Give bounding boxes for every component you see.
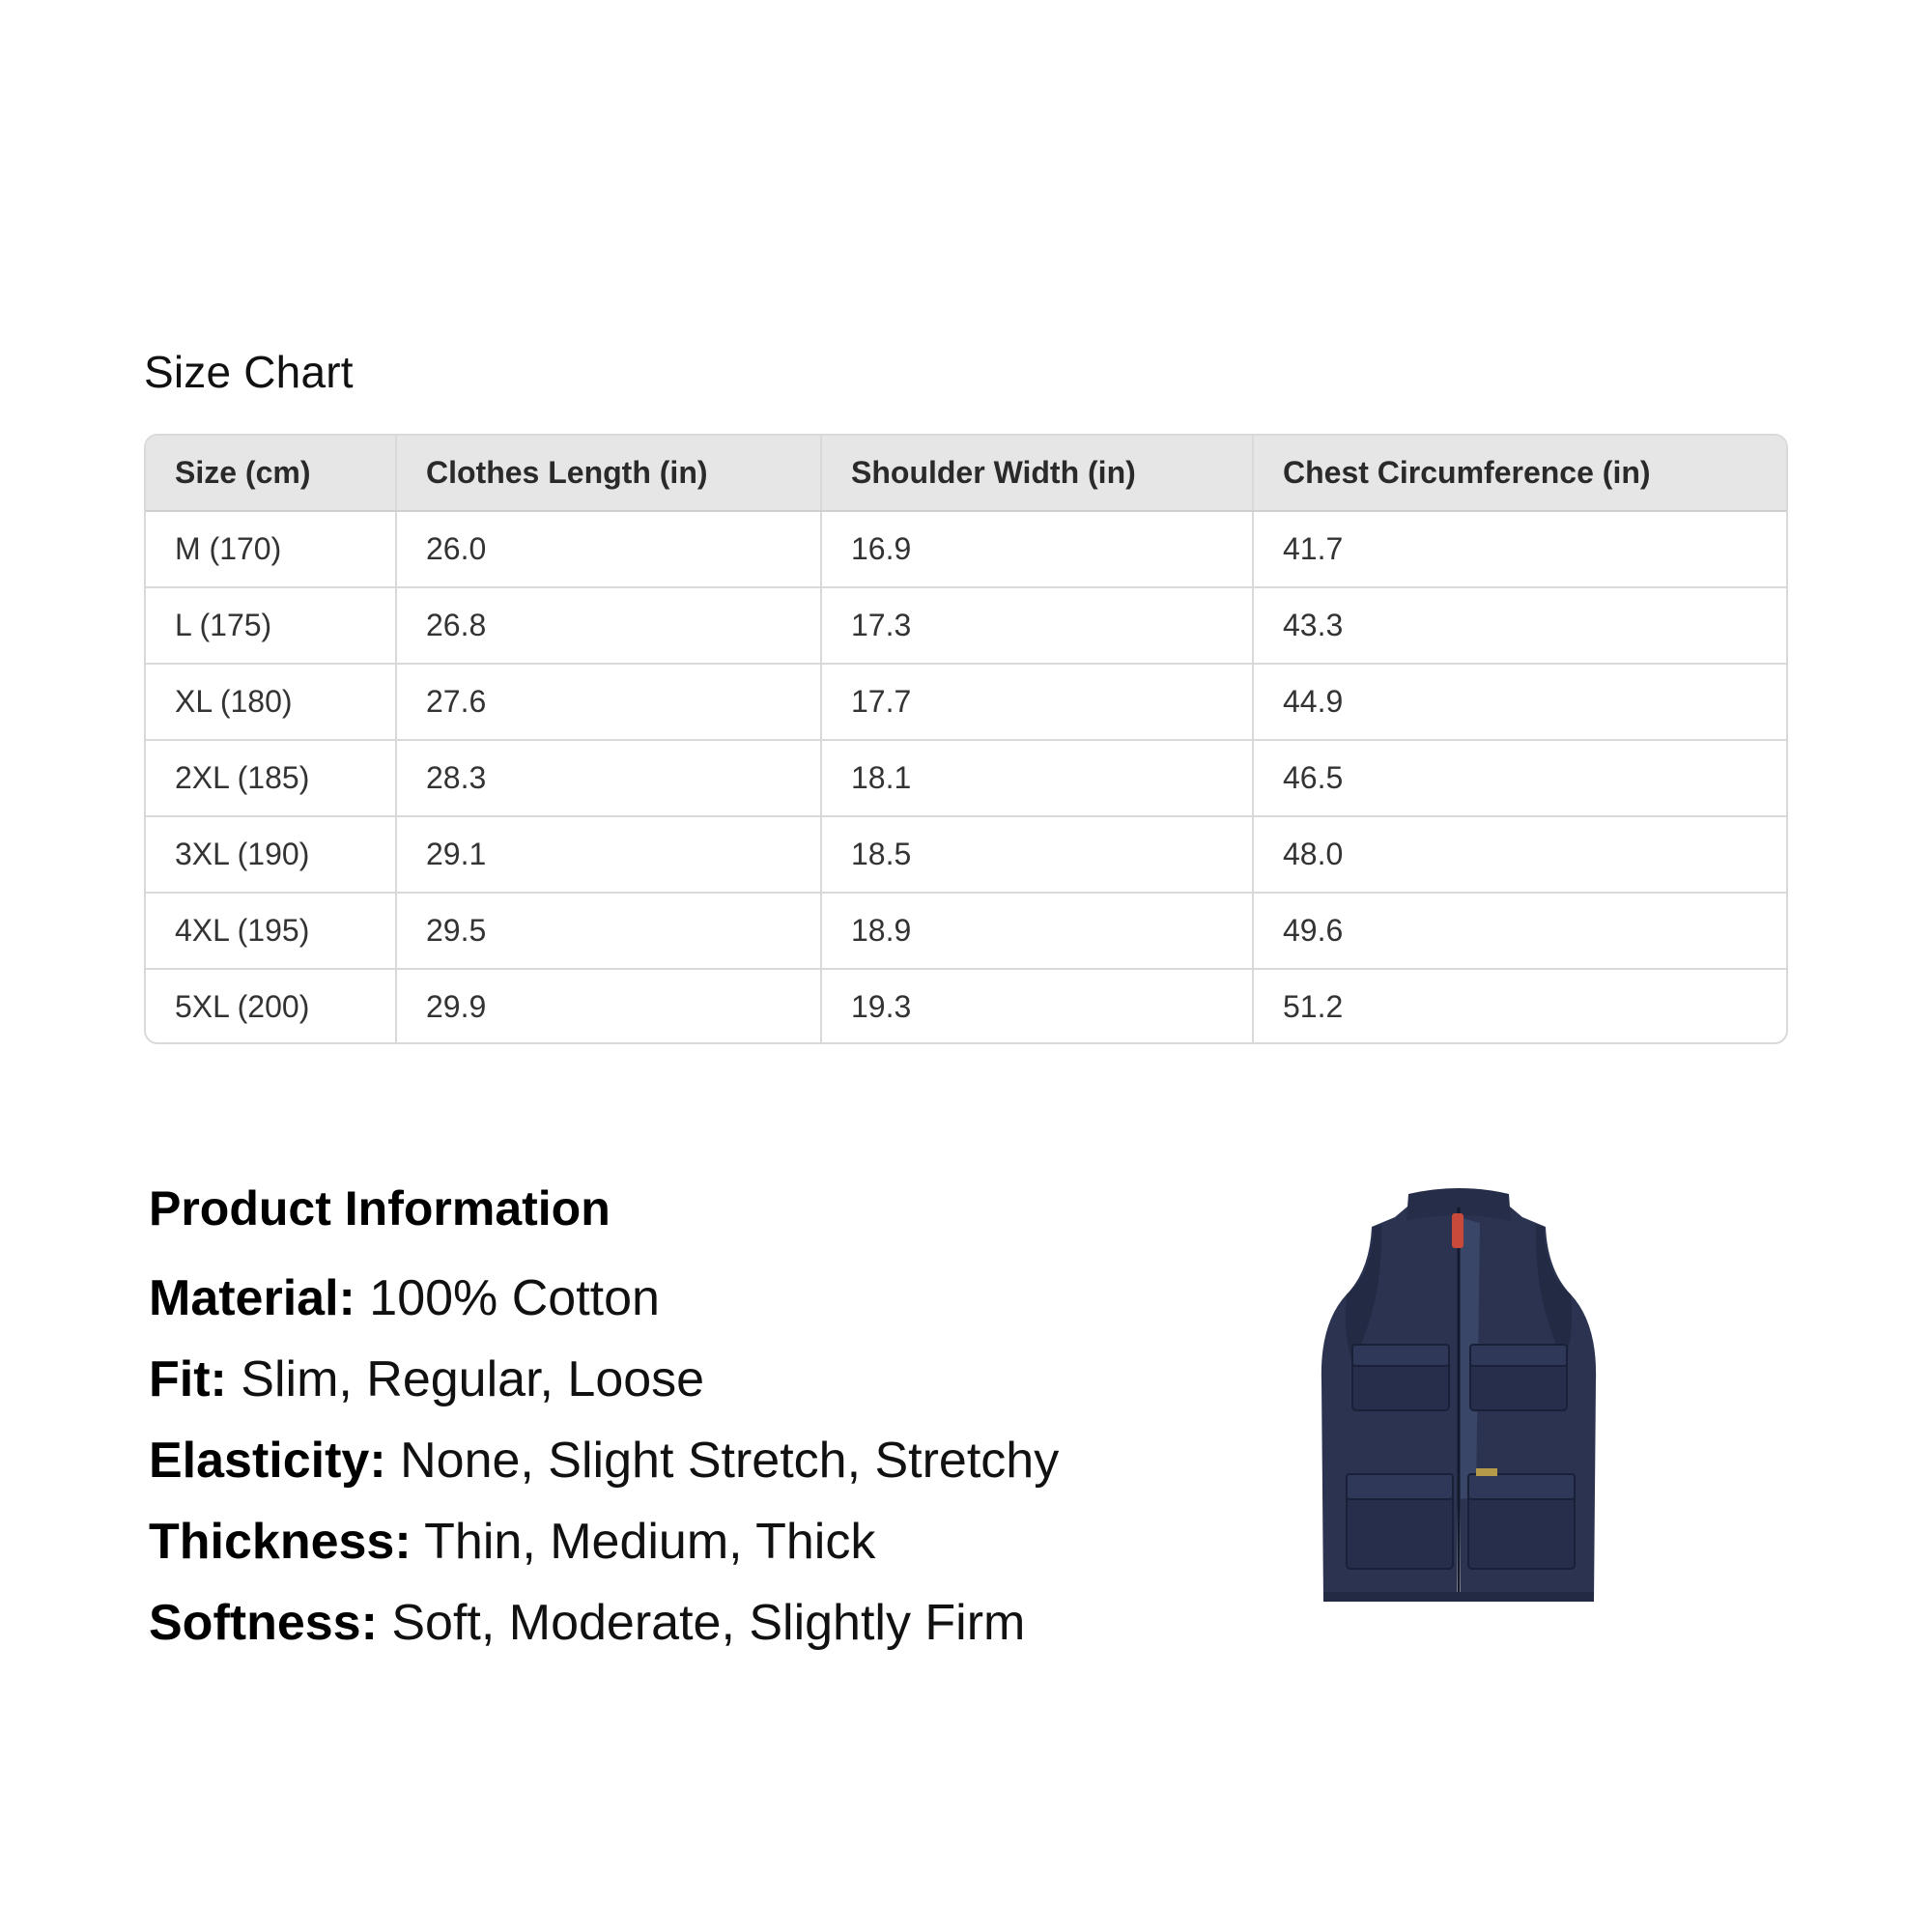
table-cell-chest-circumference: 43.3 (1253, 587, 1786, 664)
material-value: 100% Cotton (355, 1270, 660, 1326)
column-header-shoulder-width: Shoulder Width (in) (821, 436, 1253, 511)
table-cell-clothes-length: 29.1 (396, 816, 821, 893)
product-information-section (149, 1177, 1211, 1663)
table-row (146, 969, 1786, 1044)
column-header-size: Size (cm) (146, 436, 396, 511)
table-row (146, 511, 1786, 587)
table-cell-shoulder-width: 19.3 (821, 969, 1253, 1044)
thickness-value: Thin, Medium, Thick (411, 1514, 876, 1570)
table-cell-size: 5XL (200) (146, 969, 396, 1044)
table-cell-size: XL (180) (146, 664, 396, 740)
table-row (146, 664, 1786, 740)
table-cell-chest-circumference: 41.7 (1253, 511, 1786, 587)
elasticity-row (149, 1420, 1211, 1501)
table-cell-chest-circumference: 49.6 (1253, 893, 1786, 969)
column-header-clothes-length: Clothes Length (in) (396, 436, 821, 511)
table-cell-shoulder-width: 18.5 (821, 816, 1253, 893)
table-cell-clothes-length: 26.8 (396, 587, 821, 664)
material-label: Material: (149, 1270, 355, 1326)
table-cell-clothes-length: 28.3 (396, 740, 821, 816)
size-chart-title: Size Chart (144, 347, 354, 397)
table-row (146, 740, 1786, 816)
fit-label: Fit: (149, 1351, 227, 1407)
size-chart-table (146, 436, 1786, 1044)
table-cell-chest-circumference: 46.5 (1253, 740, 1786, 816)
table-header-row (146, 436, 1786, 511)
table-cell-size: 2XL (185) (146, 740, 396, 816)
table-cell-chest-circumference: 44.9 (1253, 664, 1786, 740)
table-cell-size: 4XL (195) (146, 893, 396, 969)
table-cell-shoulder-width: 17.3 (821, 587, 1253, 664)
table-row (146, 816, 1786, 893)
table-cell-shoulder-width: 16.9 (821, 511, 1253, 587)
table-row (146, 893, 1786, 969)
table-cell-shoulder-width: 18.1 (821, 740, 1253, 816)
softness-value: Soft, Moderate, Slightly Firm (377, 1595, 1026, 1651)
softness-row (149, 1582, 1211, 1663)
table-cell-clothes-length: 26.0 (396, 511, 821, 587)
vest-illustration (1314, 1188, 1604, 1604)
fit-value: Slim, Regular, Loose (226, 1351, 705, 1407)
thickness-label: Thickness: (149, 1514, 412, 1570)
column-header-chest-circumference: Chest Circumference (in) (1253, 436, 1786, 511)
softness-label: Softness: (149, 1595, 378, 1651)
table-cell-size: L (175) (146, 587, 396, 664)
table-cell-clothes-length: 29.9 (396, 969, 821, 1044)
table-cell-size: 3XL (190) (146, 816, 396, 893)
table-cell-clothes-length: 27.6 (396, 664, 821, 740)
table-cell-size: M (170) (146, 511, 396, 587)
material-row (149, 1258, 1211, 1339)
size-chart-table-container (144, 434, 1788, 1044)
elasticity-label: Elasticity: (149, 1433, 386, 1489)
elasticity-value: None, Slight Stretch, Stretchy (385, 1433, 1060, 1489)
vest-image (1314, 1188, 1604, 1604)
product-information-title: Product Information (149, 1181, 611, 1236)
table-row (146, 587, 1786, 664)
table-cell-clothes-length: 29.5 (396, 893, 821, 969)
fit-row (149, 1339, 1211, 1420)
thickness-row (149, 1501, 1211, 1582)
table-cell-chest-circumference: 48.0 (1253, 816, 1786, 893)
table-cell-shoulder-width: 17.7 (821, 664, 1253, 740)
table-cell-shoulder-width: 18.9 (821, 893, 1253, 969)
table-cell-chest-circumference: 51.2 (1283, 989, 1344, 1024)
